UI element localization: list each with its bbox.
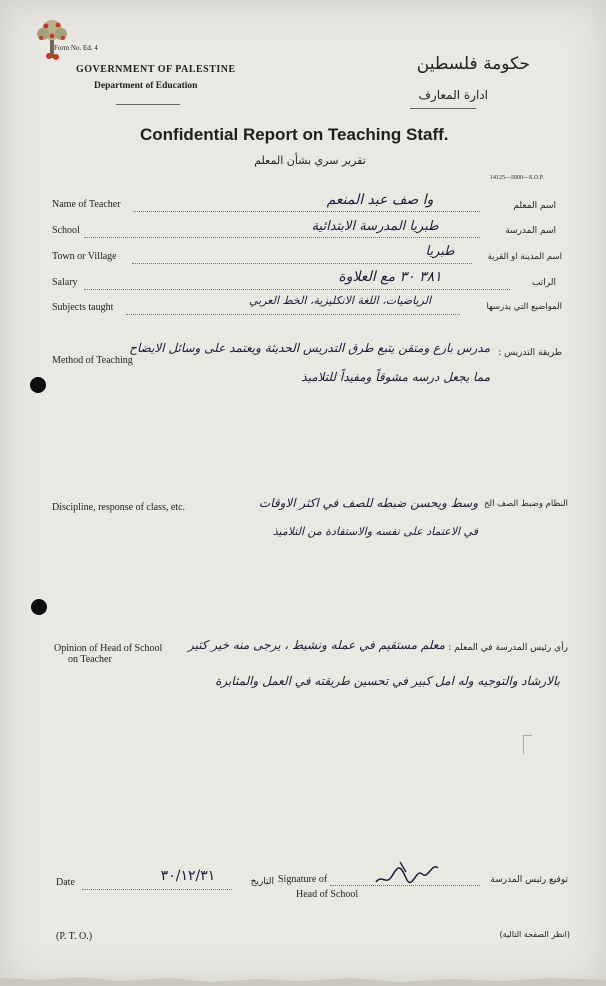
field-line — [84, 237, 480, 238]
opinion-line-1: معلم مستقيم في عمله ونشيط ، يرجى منه خير كثير — [187, 638, 445, 652]
label-opinion-ar: رأي رئيس المدرسة في المعلم : — [448, 643, 568, 653]
divider — [410, 108, 476, 109]
label-school: School — [52, 225, 80, 236]
page-title: Confidential Report on Teaching Staff. — [140, 125, 449, 144]
punch-hole — [30, 377, 46, 393]
value-salary: ٣٨١ ٣٠ مع العلاوة — [338, 269, 442, 285]
form-number: Form No. Ed. 4 — [54, 44, 98, 52]
pto-label: (P. T. O.) — [56, 931, 93, 942]
label-salary-ar: الراتب — [531, 278, 556, 288]
label-teacher: Name of Teacher — [52, 199, 121, 210]
label-opinion-2: on Teacher — [68, 654, 112, 665]
label-method-ar: طريقة التدريس : — [498, 348, 562, 358]
department-heading: Department of Education — [94, 81, 198, 91]
field-line — [126, 314, 460, 315]
label-method: Method of Teaching — [52, 355, 133, 366]
value-teacher: وا صف عبد المنعم — [326, 192, 434, 208]
pto-label-ar: (انظر الصفحة التالية) — [499, 930, 570, 939]
head-label: Head of School — [296, 889, 359, 900]
divider — [116, 104, 180, 105]
label-subjects-ar: المواضيع التي يدرسها — [486, 302, 562, 312]
tree-emblem-icon — [32, 16, 72, 62]
discipline-line-1: وسط ويحسن ضبطه للصف في اكثر الاوقات — [258, 496, 478, 510]
value-town: طبريا — [425, 244, 455, 259]
date-label-ar: التاريخ — [250, 877, 274, 887]
label-school-ar: اسم المدرسة — [505, 226, 556, 236]
pencil-mark — [523, 735, 532, 754]
department-heading-ar: ادارة المعارف — [418, 88, 488, 102]
field-line — [133, 211, 480, 212]
method-line-1: مدرس بارع ومتقن يتبع طرق التدريس الحديثة ويعتمد على وسائل الايضاح — [129, 341, 490, 355]
date-value: ٣٠/١٢/٣١ — [160, 868, 216, 884]
signature-label: Signature of — [278, 874, 328, 885]
label-subjects: Subjects taught — [52, 302, 114, 313]
signature-label-ar: توقيع رئيس المدرسة — [490, 875, 568, 885]
label-teacher-ar: اسم المعلم — [513, 201, 556, 211]
government-heading-ar: حكومة فلسطين — [416, 54, 530, 74]
label-town-ar: اسم المدينة او القرية — [487, 252, 562, 262]
label-discipline: Discipline, response of class, etc. — [52, 502, 186, 513]
torn-edge — [0, 968, 606, 986]
punch-hole — [31, 599, 47, 615]
page-title-ar: تقرير سري بشأن المعلم — [254, 154, 366, 167]
date-line — [82, 889, 232, 890]
label-discipline-ar: النظام وضبط الصف الخ — [484, 499, 568, 509]
field-line — [132, 263, 472, 264]
date-label: Date — [56, 877, 75, 888]
value-school: طبريا المدرسة الابتدائية — [311, 219, 439, 234]
label-opinion: Opinion of Head of School — [54, 643, 163, 654]
label-salary: Salary — [52, 277, 78, 288]
value-subjects: الرياضيات، اللغة الانكليزية، الخط العربي — [248, 294, 431, 307]
label-town: Town or Village — [52, 251, 117, 262]
method-line-2: مما يجعل درسه مشوقاً ومفيداً للتلاميذ — [301, 370, 490, 384]
opinion-line-2: بالارشاد والتوجيه وله امل كبير في تحسين طريقته في العمل والمثابرة — [215, 674, 560, 688]
print-code: 14125—5000—S.O.P. — [490, 175, 544, 181]
government-heading: GOVERNMENT OF PALESTINE — [76, 64, 236, 75]
field-line — [84, 289, 510, 290]
signature-scribble — [372, 856, 442, 890]
discipline-line-2: في الاعتماد على نفسه والاستفادة من التلاميذ — [272, 525, 478, 538]
